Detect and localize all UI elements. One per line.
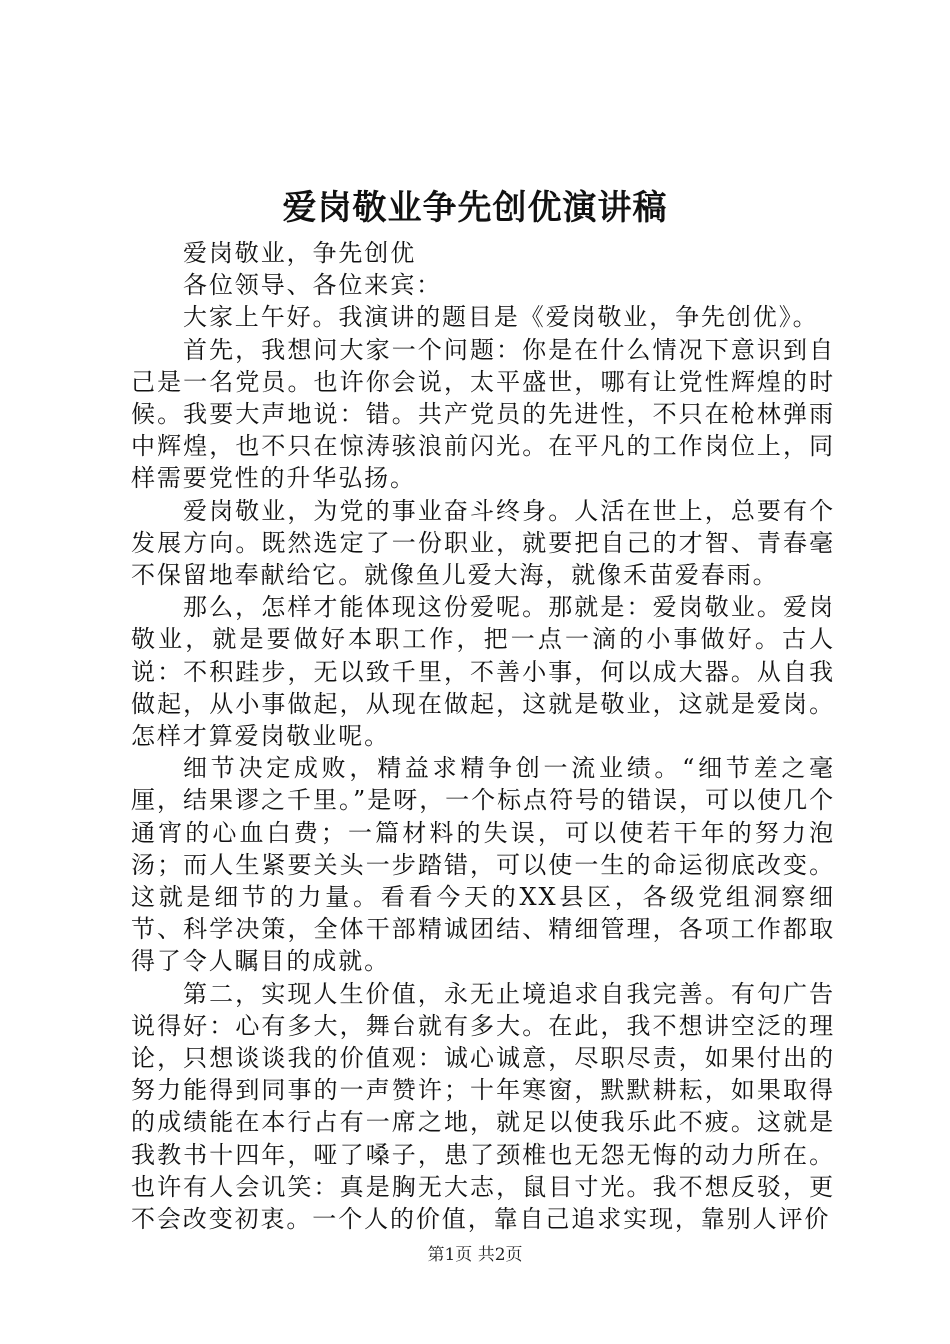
paragraph-body: 首先，我想问大家一个问题：你是在什么情况下意识到自己是一名党员。也许你会说，太平盛世，哪有让党性辉煌的时候。我要大声地说：错。共产党员的先进性，不只在枪林弹雨中辉煌，也不只在惊涛骇浪前闪光。在平凡的工作岗位上，同样需要党性的升华弘扬。 [131,335,835,493]
paragraph-body: 第二，实现人生价值，永无止境追求自我完善。有句广告说得好：心有多大，舞台就有多大。在此，我不想讲空泛的理论，只想谈谈我的价值观：诚心诚意，尽职尽责，如果付出的努力能得到同事的一声赞许；十年寒窗，默默耕耘，如果取得的成绩能在本行占有一席之地，就足以使我乐此不疲。这就是我教书十四年，哑了嗓子，患了颈椎也无怨无悔的动力所在。也许有人会讥笑：真是胸无大志，鼠目寸光。我不想反驳，更不会改变初衷。一个人的价值，靠自己追求实现，靠别人评价 [131,979,835,1234]
document-body [131,237,835,1235]
paragraph-body: 细节决定成败，精益求精争创一流业绩。“细节差之毫厘，结果谬之千里。”是呀，一个标点符号的错误，可以使几个通宵的心血白费；一篇材料的失误，可以使若干年的努力泡汤；而人生紧要关头一步踏错，可以使一生的命运彻底改变。这就是细节的力量。看看今天的XX县区，各级党组洞察细节、科学决策，全体干部精诚团结、精细管理，各项工作都取得了令人瞩目的成就。 [131,754,835,976]
paragraph-salutation: 各位领导、各位来宾： [183,271,442,300]
page-footer: 第1页 共2页 [427,1245,523,1265]
paragraph-body: 爱岗敬业，为党的事业奋斗终身。人活在世上，总要有个发展方向。既然选定了一份职业，就要把自己的才智、青春毫不保留地奉献给它。就像鱼儿爱大海，就像禾苗爱春雨。 [131,496,835,590]
document-title: 爱岗敬业争先创优演讲稿 [282,188,668,228]
paragraph-subtitle: 爱岗敬业，争先创优 [183,239,417,267]
paragraph-greeting: 大家上午好。我演讲的题目是《爱岗敬业，争先创优》。 [183,303,819,332]
paragraph-body: 那么，怎样才能体现这份爱呢。那就是：爱岗敬业。爱岗敬业，就是要做好本职工作，把一点一滴的小事做好。古人说：不积跬步，无以致千里，不善小事，何以成大器。从自我做起，从小事做起，从现在做起，这就是敬业，这就是爱岗。怎样才算爱岗敬业呢。 [131,593,835,751]
